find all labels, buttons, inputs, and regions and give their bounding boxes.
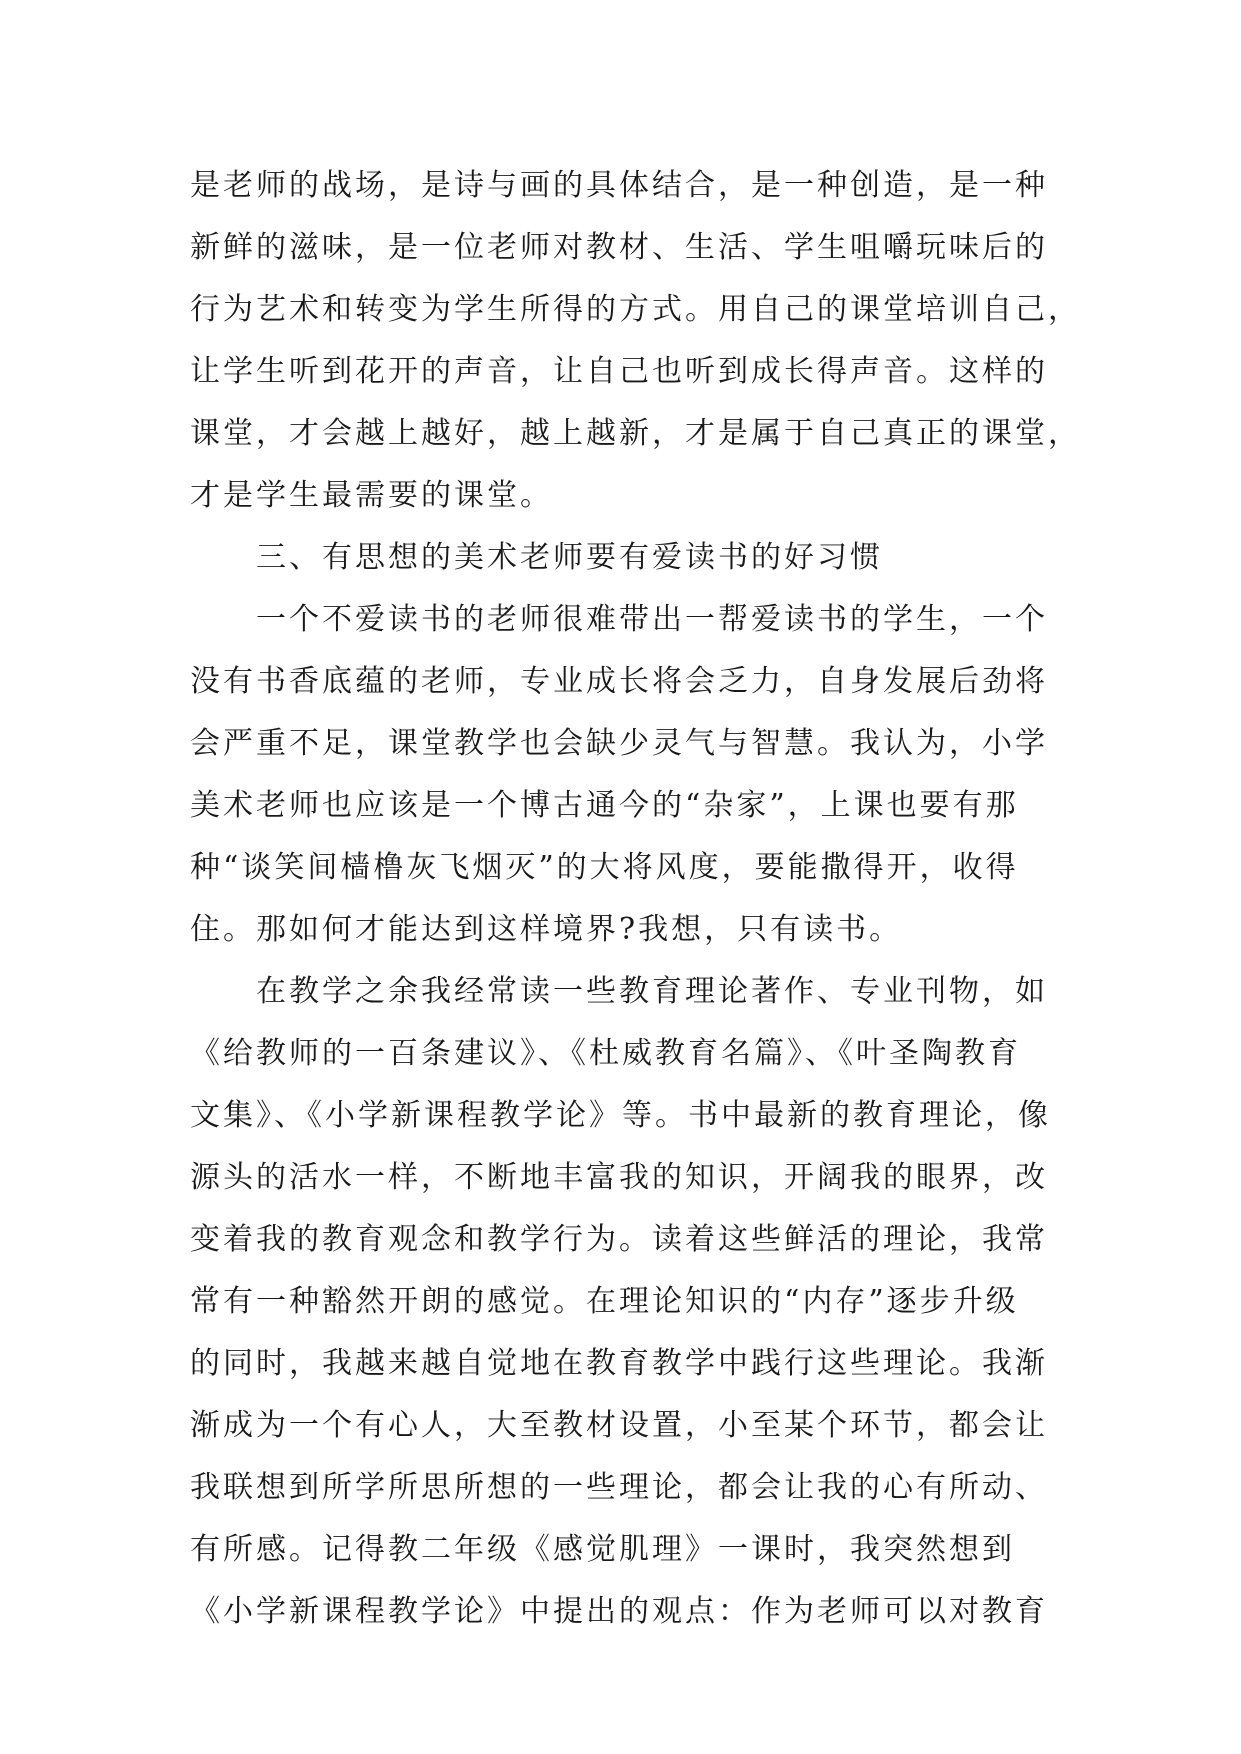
text-line: 没有书香底蕴的老师，专业成长将会乏力，自身发展后劲将 xyxy=(190,664,1048,699)
text-line: 是老师的战场，是诗与画的具体结合，是一种创造，是一种 xyxy=(190,168,1048,203)
document-body xyxy=(190,155,1081,1643)
text-line: 《小学新课程教学论》中提出的观点：作为老师可以对教育 xyxy=(190,1594,1048,1629)
text-line: 让学生听到花开的声音，让自己也听到成长得声音。这样的 xyxy=(190,354,1048,389)
text-line: 有所感。记得教二年级《感觉肌理》一课时，我突然想到 xyxy=(190,1532,1015,1567)
text-line: 新鲜的滋味，是一位老师对教材、生活、学生咀嚼玩味后的 xyxy=(190,230,1048,265)
text-line: 常有一种豁然开朗的感觉。在理论知识的“内存”逐步升级 xyxy=(190,1284,1019,1319)
text-line: 课堂，才会越上越好，越上越新，才是属于自己真正的课堂， xyxy=(190,416,1081,451)
section-heading: 三、有思想的美术老师要有爱读书的好习惯 xyxy=(256,540,883,575)
text-line: 渐成为一个有心人，大至教材设置，小至某个环节，都会让 xyxy=(190,1408,1048,1443)
text-line: 文集》、《小学新课程教学论》等。书中最新的教育理论，像 xyxy=(190,1098,1051,1133)
text-line: 住。那如何才能达到这样境界?我想，只有读书。 xyxy=(190,912,903,947)
text-line: 一个不爱读书的老师很难带出一帮爱读书的学生，一个 xyxy=(256,602,1048,637)
text-line: 变着我的教育观念和教学行为。读着这些鲜活的理论，我常 xyxy=(190,1222,1048,1257)
text-line: 种“谈笑间樯橹灰飞烟灭”的大将风度，要能撒得开，收得 xyxy=(190,850,1019,885)
text-line: 才是学生最需要的课堂。 xyxy=(190,478,553,513)
text-line: 美术老师也应该是一个博古通今的“杂家”，上课也要有那 xyxy=(190,788,1019,823)
text-line: 行为艺术和转变为学生所得的方式。用自己的课堂培训自己， xyxy=(190,292,1081,327)
text-line: 会严重不足，课堂教学也会缺少灵气与智慧。我认为，小学 xyxy=(190,726,1048,761)
text-line: 源头的活水一样，不断地丰富我的知识，开阔我的眼界，改 xyxy=(190,1160,1048,1195)
text-line: 《给教师的一百条建议》、《杜威教育名篇》、《叶圣陶教育 xyxy=(190,1036,1021,1071)
text-line: 我联想到所学所思所想的一些理论，都会让我的心有所动、 xyxy=(190,1470,1048,1505)
text-line: 在教学之余我经常读一些教育理论著作、专业刊物，如 xyxy=(256,974,1048,1009)
text-line: 的同时，我越来越自觉地在教育教学中践行这些理论。我渐 xyxy=(190,1346,1048,1381)
